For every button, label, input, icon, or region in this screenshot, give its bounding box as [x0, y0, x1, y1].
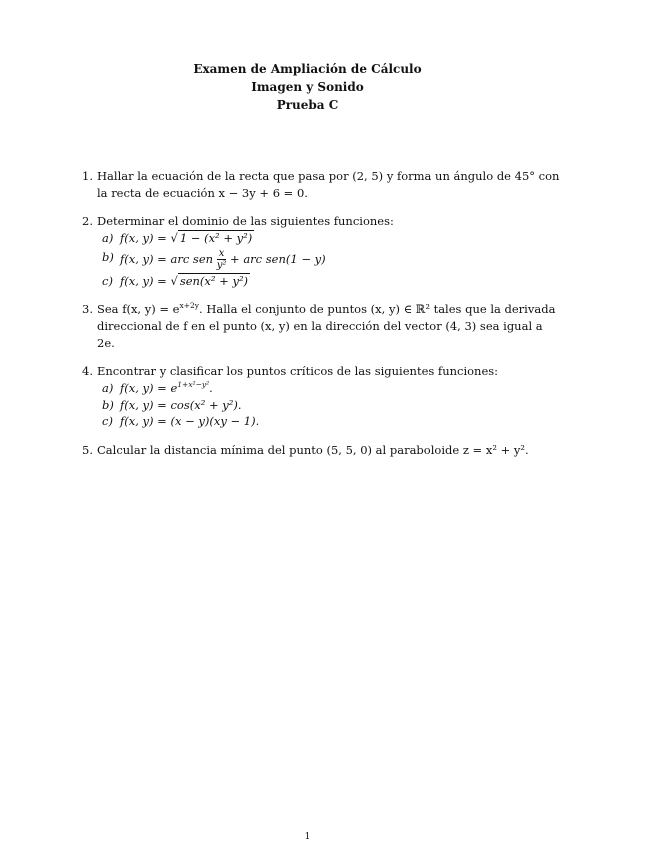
exam-variant: Prueba C — [276, 98, 339, 112]
text-part: Sea f(x, y) = e — [97, 302, 180, 317]
subitem-label: a) — [102, 231, 114, 246]
formula: f(x, y) = cos(x² + y²). — [120, 397, 242, 412]
sqrt-radicand: 1 − (x² + y²) — [179, 231, 253, 246]
subitem-c — [97, 273, 562, 290]
problem-number: 2. — [82, 214, 93, 229]
problem-number: 4. — [82, 364, 93, 379]
problem-4 — [82, 363, 562, 430]
sqrt-radicand: sen(x² + y²) — [179, 273, 249, 288]
exam-header — [0, 60, 615, 114]
problem-text — [97, 301, 562, 351]
formula-suffix: + arc sen(1 − y) — [226, 251, 326, 266]
subitem-a — [97, 380, 562, 397]
exam-title: Examen de Ampliación de Cálculo — [193, 62, 422, 76]
problem-list — [82, 168, 562, 471]
problem-text: Determinar el dominio de las siguientes funciones: — [97, 214, 394, 229]
formula-prefix: f(x, y) = e — [120, 381, 178, 396]
problem-text: Encontrar y clasificar los puntos críticos de las siguientes funciones: — [97, 364, 499, 379]
subitem-b — [97, 397, 562, 414]
formula-suffix: . — [209, 381, 213, 396]
fraction-denominator: y² — [216, 259, 227, 271]
subitem-c — [97, 413, 562, 430]
formula-prefix: f(x, y) = arc sen — [120, 251, 217, 266]
exam-subtitle: Imagen y Sonido — [251, 80, 364, 94]
problem-2 — [82, 213, 562, 289]
problem-3 — [82, 301, 562, 351]
exponent: x+2y — [179, 301, 200, 311]
text-part: . Halla el conjunto de puntos (x, y) ∈ ℝ² tales que la derivada direccional de f en el punto (x, y) en la dirección del vector (4, 3) sea igual a 2e. — [97, 302, 556, 350]
problem-number: 1. — [82, 169, 93, 183]
problem-5 — [82, 442, 562, 459]
problem-text: Hallar la ecuación de la recta que pasa por (2, 5) y forma un ángulo de 45° con la recta de ecuación x − 3y + 6 = 0. — [97, 169, 560, 200]
fraction-numerator: x — [217, 249, 227, 260]
problem-text: Calcular la distancia mínima del punto (5, 5, 0) al paraboloide z = x² + y². — [97, 443, 529, 458]
problem-number: 5. — [82, 443, 93, 458]
formula: f(x, y) = (x − y)(xy − 1). — [120, 414, 260, 429]
sqrt-sign: √ — [170, 231, 178, 246]
subitem-a — [97, 230, 562, 247]
problem-number: 3. — [82, 302, 93, 317]
subitem-label: c) — [102, 273, 113, 288]
subitem-label: c) — [102, 414, 113, 429]
subitem-label: b) — [102, 249, 114, 264]
page-number: 1 — [304, 832, 311, 842]
subitem-b — [97, 249, 562, 271]
formula-prefix: f(x, y) = — [120, 273, 171, 288]
fraction — [217, 249, 227, 271]
exponent: 1+x²−y² — [177, 380, 210, 390]
problem-1 — [82, 168, 562, 201]
subitem-label: b) — [102, 397, 114, 412]
formula-prefix: f(x, y) = — [120, 231, 171, 246]
subitem-label: a) — [102, 381, 114, 396]
sqrt-sign: √ — [170, 273, 178, 288]
